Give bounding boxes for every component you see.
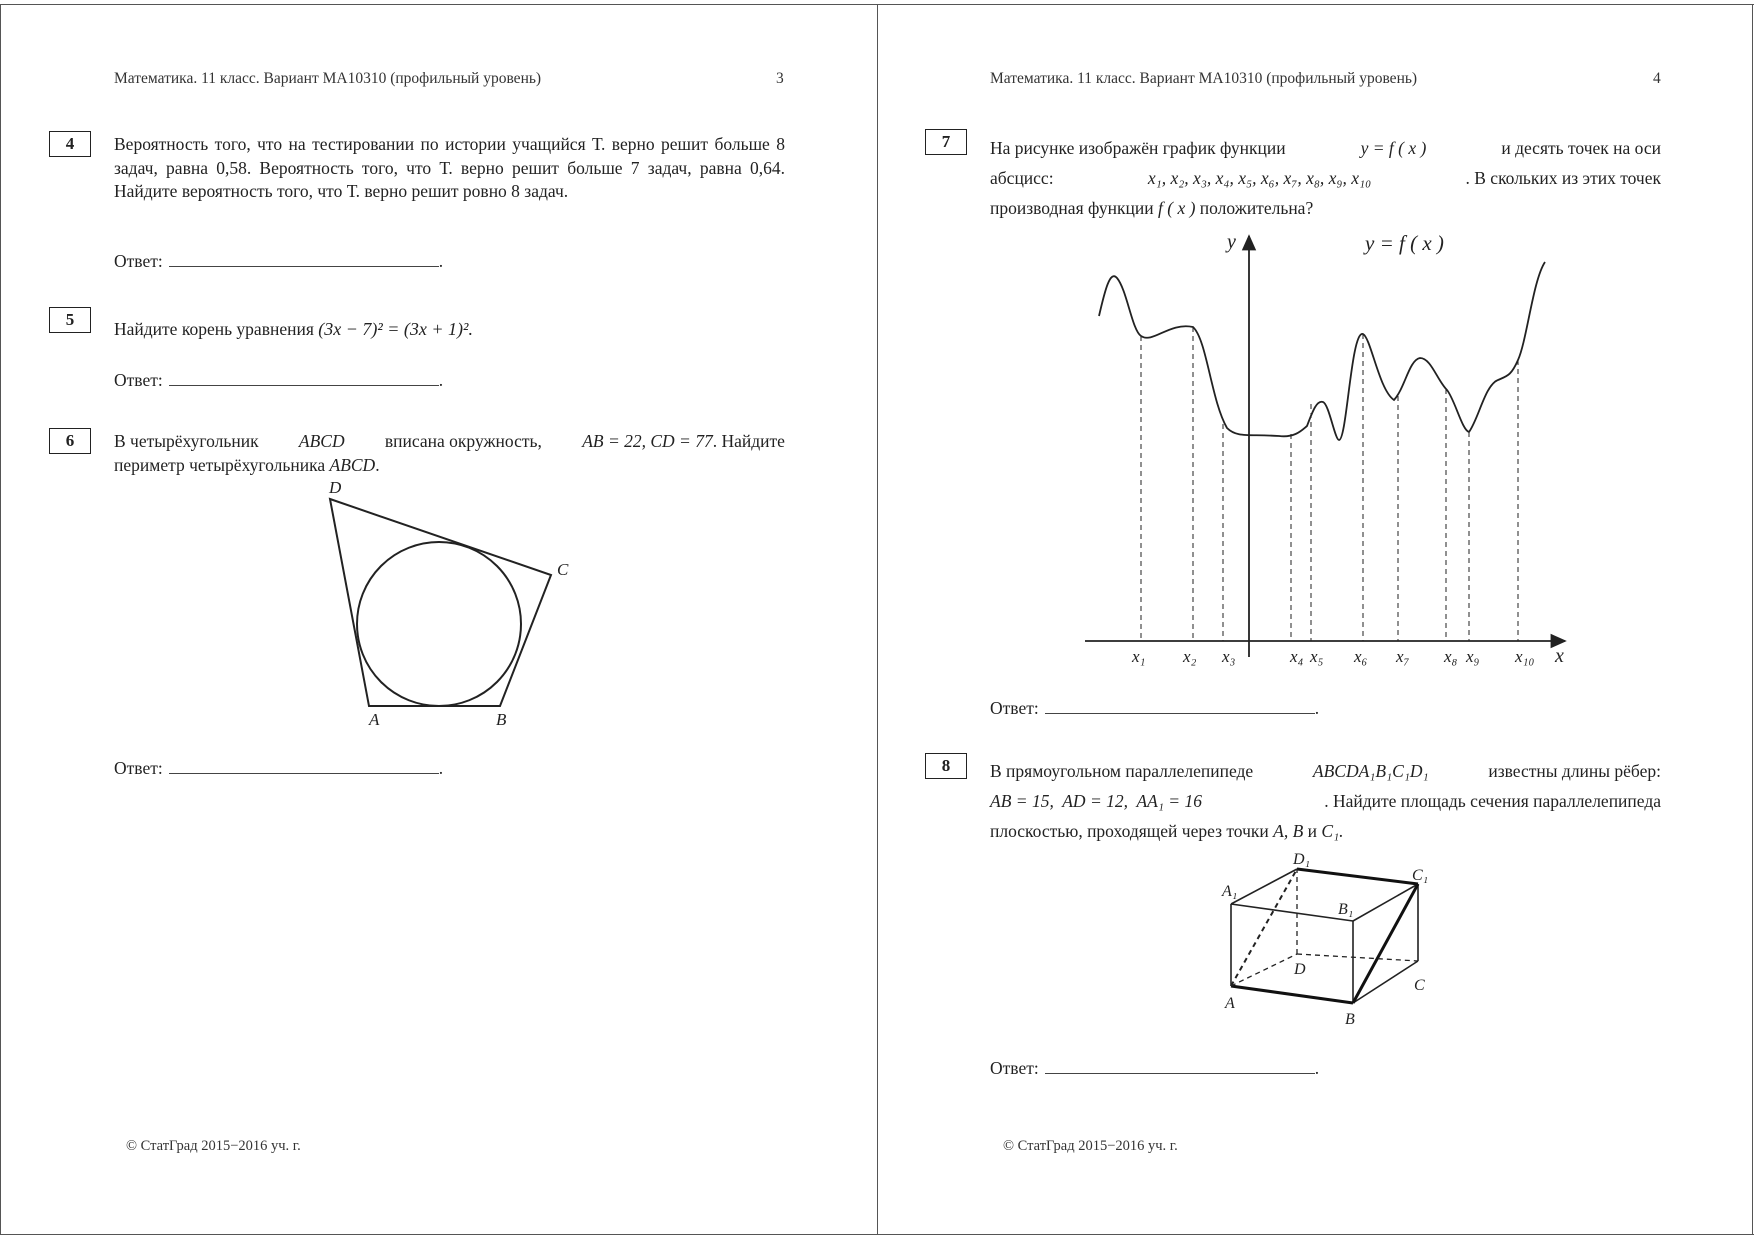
label-a: A bbox=[369, 710, 380, 729]
tick-x2: x₂ bbox=[1183, 647, 1197, 666]
label-a: A bbox=[1225, 995, 1235, 1012]
t6-l1c: вписана окружность, bbox=[384, 431, 542, 451]
t6-l1d: AB = 22, CD = 77 bbox=[582, 431, 713, 451]
answer-line[interactable] bbox=[1045, 1059, 1315, 1074]
t8-l3b: A, B bbox=[1273, 821, 1304, 841]
t7-l2c: . В скольких из этих точек bbox=[1465, 168, 1661, 188]
left-footer: © СтатГрад 2015−2016 уч. г. bbox=[126, 1138, 301, 1154]
label-d: D bbox=[329, 478, 342, 497]
tick-x10: x₁₀ bbox=[1515, 647, 1535, 666]
label-d: D bbox=[1294, 961, 1306, 978]
task-6-answer[interactable]: Ответ: . bbox=[114, 758, 444, 778]
task-5-answer[interactable]: Ответ: . bbox=[114, 370, 444, 390]
label-b: B bbox=[496, 710, 507, 729]
t8-l1b: ABCDA₁B₁C₁D₁ bbox=[1312, 761, 1429, 781]
t8-l1c: известны длины рёбер: bbox=[1488, 761, 1661, 781]
inscribed-circle bbox=[357, 542, 521, 706]
answer-label: Ответ: bbox=[990, 698, 1039, 718]
task-8-answer[interactable]: Ответ: . bbox=[990, 1058, 1320, 1078]
left-header-title: Математика. 11 класс. Вариант МА10310 (профильный уровень) bbox=[114, 70, 542, 87]
t7-l3c: положительна? bbox=[1199, 198, 1314, 218]
task-7-number: 7 bbox=[925, 129, 967, 155]
t8-l3a: плоскостью, проходящей через точки bbox=[990, 821, 1269, 841]
left-page-number: 3 bbox=[776, 70, 784, 87]
t7-l3a: производная функции bbox=[990, 198, 1154, 218]
t8-l1a: В прямоугольном параллелепипеде bbox=[990, 761, 1254, 781]
t7-l2b: x₁, x₂, x₃, x₄, x₅, x₆, x₇, x₈, x₉, x₁₀ bbox=[1147, 168, 1372, 188]
t8-l3c: и bbox=[1307, 821, 1318, 841]
answer-line[interactable] bbox=[169, 759, 439, 774]
task-8-number: 8 bbox=[925, 753, 967, 779]
task-5-equation: (3x − 7)² = (3x + 1)². bbox=[318, 319, 473, 339]
label-a1: A₁ bbox=[1222, 883, 1238, 900]
tick-x6: x₆ bbox=[1354, 647, 1368, 666]
task-5-prefix: Найдите корень уравнения bbox=[114, 319, 314, 339]
t6-l2c: . bbox=[375, 454, 380, 475]
t8-l2a: AB = 15, AD = 12, AA₁ = 16 bbox=[990, 791, 1202, 811]
t6-l1e: . Найдите bbox=[712, 431, 785, 451]
t8-l2b: . Найдите площадь сечения параллелепипеда bbox=[1324, 791, 1661, 811]
answer-label: Ответ: bbox=[114, 251, 163, 271]
answer-label: Ответ: bbox=[990, 1058, 1039, 1078]
task-8-figure bbox=[877, 0, 1754, 1239]
tick-x3: x₃ bbox=[1222, 647, 1236, 666]
tick-x5: x₅ bbox=[1310, 647, 1324, 666]
tick-x7: x₇ bbox=[1396, 647, 1410, 666]
t8-l3d: C₁. bbox=[1321, 821, 1344, 841]
t6-l1a: В четырёхугольник bbox=[114, 431, 259, 451]
answer-label: Ответ: bbox=[114, 370, 163, 390]
answer-label: Ответ: bbox=[114, 758, 163, 778]
t7-l3b: f ( x ) bbox=[1158, 198, 1196, 218]
t7-l1a: На рисунке изображён график функции bbox=[990, 138, 1286, 158]
tick-x1: x₁ bbox=[1132, 647, 1146, 666]
right-page-number: 4 bbox=[1653, 70, 1661, 87]
y-axis-label: y bbox=[1227, 231, 1236, 253]
right-header-title: Математика. 11 класс. Вариант МА10310 (профильный уровень) bbox=[990, 70, 1418, 87]
t7-l1b: y = f ( x ) bbox=[1360, 138, 1427, 158]
task-7-answer[interactable]: Ответ: . bbox=[990, 698, 1320, 718]
t7-l1c: и десять точек на оси bbox=[1501, 138, 1661, 158]
x-axis-label: x bbox=[1555, 645, 1564, 667]
task-5-number: 5 bbox=[49, 307, 91, 333]
right-footer: © СтатГрад 2015−2016 уч. г. bbox=[1003, 1138, 1178, 1154]
box-hidden-edges bbox=[1231, 869, 1418, 986]
task-4-answer[interactable]: Ответ: . bbox=[114, 251, 444, 271]
label-b: B bbox=[1345, 1011, 1355, 1028]
tick-x8: x₈ bbox=[1444, 647, 1458, 666]
label-d1: D₁ bbox=[1293, 851, 1311, 868]
task-4-text: Вероятность того, что на тестировании по истории учащийся Т. верно решит больше 8 задач, равна 0,58. Вероятность того, что Т. верно решит больше 7 задач, равна 0,64. Найдите вероятность того, что Т. верно решит ровно 8 задач. bbox=[114, 134, 785, 201]
t6-l2a: периметр четырёхугольника bbox=[114, 454, 326, 475]
t6-l2b: ABCD bbox=[329, 454, 376, 475]
t6-l1b: ABCD bbox=[298, 431, 345, 451]
task-6-number: 6 bbox=[49, 428, 91, 454]
t7-l2a: абсцисс: bbox=[990, 168, 1054, 188]
label-c: C bbox=[1414, 977, 1425, 994]
label-b1: B₁ bbox=[1338, 901, 1354, 918]
task-4-number: 4 bbox=[49, 131, 91, 157]
function-label: y = f ( x ) bbox=[1365, 231, 1444, 255]
tick-x9: x₉ bbox=[1466, 647, 1480, 666]
label-c1: C₁ bbox=[1412, 867, 1429, 884]
label-c: C bbox=[557, 560, 569, 579]
tick-x4: x₄ bbox=[1290, 647, 1304, 666]
